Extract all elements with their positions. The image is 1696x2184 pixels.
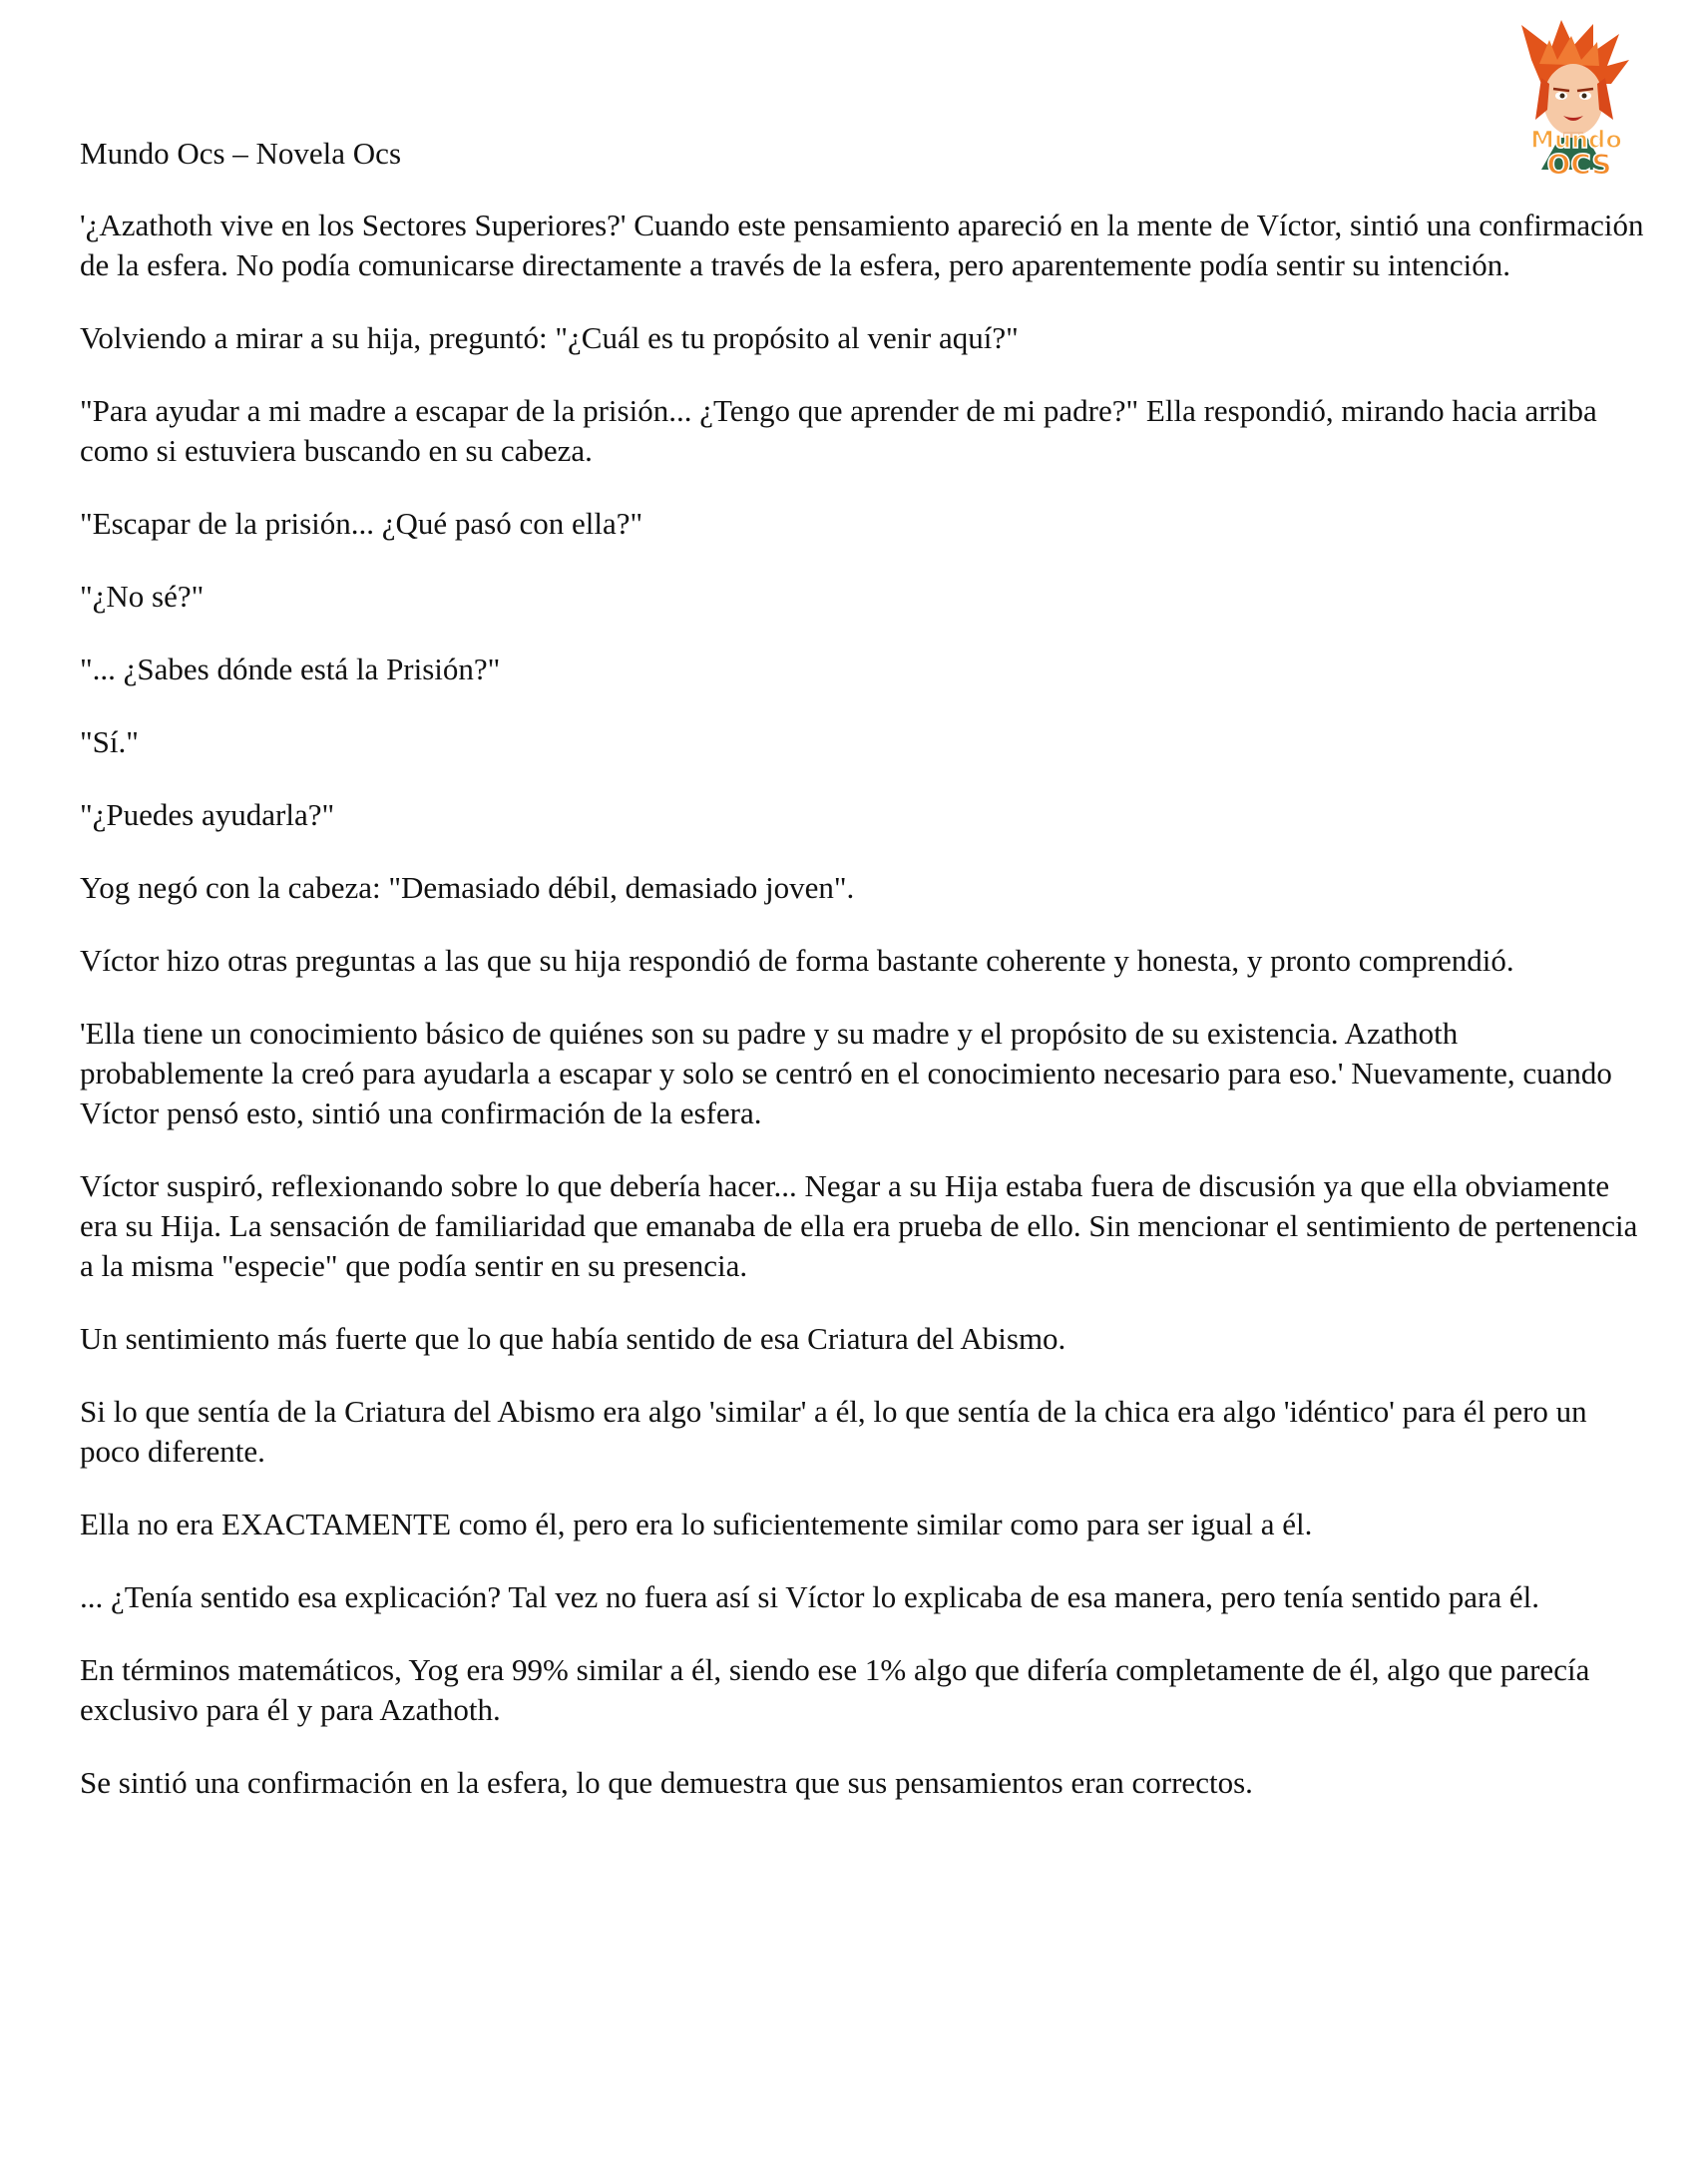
logo-text-bottom: OCS <box>1546 148 1612 180</box>
paragraph: "Para ayudar a mi madre a escapar de la prisión... ¿Tengo que aprender de mi padre?" Ella respondió, mirando hacia arriba como si estuviera buscando en su cabeza. <box>80 393 1597 468</box>
mundo-ocs-logo <box>1501 20 1651 180</box>
paragraph: Ella no era EXACTAMENTE como él, pero era lo suficientemente similar como para ser igual a él. <box>80 1507 1313 1541</box>
document-body <box>80 206 1646 1836</box>
paragraph: 'Ella tiene un conocimiento básico de quiénes son su padre y su madre y el propósito de su existencia. Azathoth probablemente la creó para ayudarla a escapar y solo se centró en el conocimiento necesario para eso.' Nuevamente, cuando Víctor pensó esto, sintió una confirmación de la esfera. <box>80 1016 1612 1130</box>
paragraph: "... ¿Sabes dónde está la Prisión?" <box>80 652 501 686</box>
paragraph: "¿No sé?" <box>80 579 205 614</box>
paragraph: En términos matemáticos, Yog era 99% similar a él, siendo ese 1% algo que difería completamente de él, algo que parecía exclusivo para él y para Azathoth. <box>80 1652 1590 1727</box>
document-header: Mundo Ocs – Novela Ocs <box>80 136 402 171</box>
paragraph: ... ¿Tenía sentido esa explicación? Tal vez no fuera así si Víctor lo explicaba de esa manera, pero tenía sentido para él. <box>80 1579 1539 1614</box>
paragraph: '¿Azathoth vive en los Sectores Superiores?' Cuando este pensamiento apareció en la mente de Víctor, sintió una confirmación de la esfera. No podía comunicarse directamente a través de la esfera, pero aparentemente podía sentir su intención. <box>80 208 1644 282</box>
paragraph: Un sentimiento más fuerte que lo que había sentido de esa Criatura del Abismo. <box>80 1321 1066 1356</box>
paragraph: Si lo que sentía de la Criatura del Abismo era algo 'similar' a él, lo que sentía de la chica era algo 'idéntico' para él pero un poco diferente. <box>80 1394 1587 1469</box>
paragraph: Yog negó con la cabeza: "Demasiado débil, demasiado joven". <box>80 870 855 905</box>
paragraph: Víctor suspiró, reflexionando sobre lo que debería hacer... Negar a su Hija estaba fuera de discusión ya que ella obviamente era su Hija. La sensación de familiaridad que emanaba de ella era prueba de ello. Sin mencionar el sentimiento de pertenencia a la misma "especie" que podía sentir en su presencia. <box>80 1168 1638 1283</box>
paragraph: Víctor hizo otras preguntas a las que su hija respondió de forma bastante coherente y honesta, y pronto comprendió. <box>80 943 1514 978</box>
paragraph: "Sí." <box>80 724 139 759</box>
logo-graphic <box>1501 20 1651 180</box>
paragraph: "Escapar de la prisión... ¿Qué pasó con ella?" <box>80 506 643 541</box>
logo-text-top: Mundo <box>1530 126 1622 154</box>
paragraph: Volviendo a mirar a su hija, preguntó: "¿Cuál es tu propósito al venir aquí?" <box>80 320 1019 355</box>
paragraph: "¿Puedes ayudarla?" <box>80 797 335 832</box>
paragraph: Se sintió una confirmación en la esfera, lo que demuestra que sus pensamientos eran correctos. <box>80 1765 1253 1800</box>
